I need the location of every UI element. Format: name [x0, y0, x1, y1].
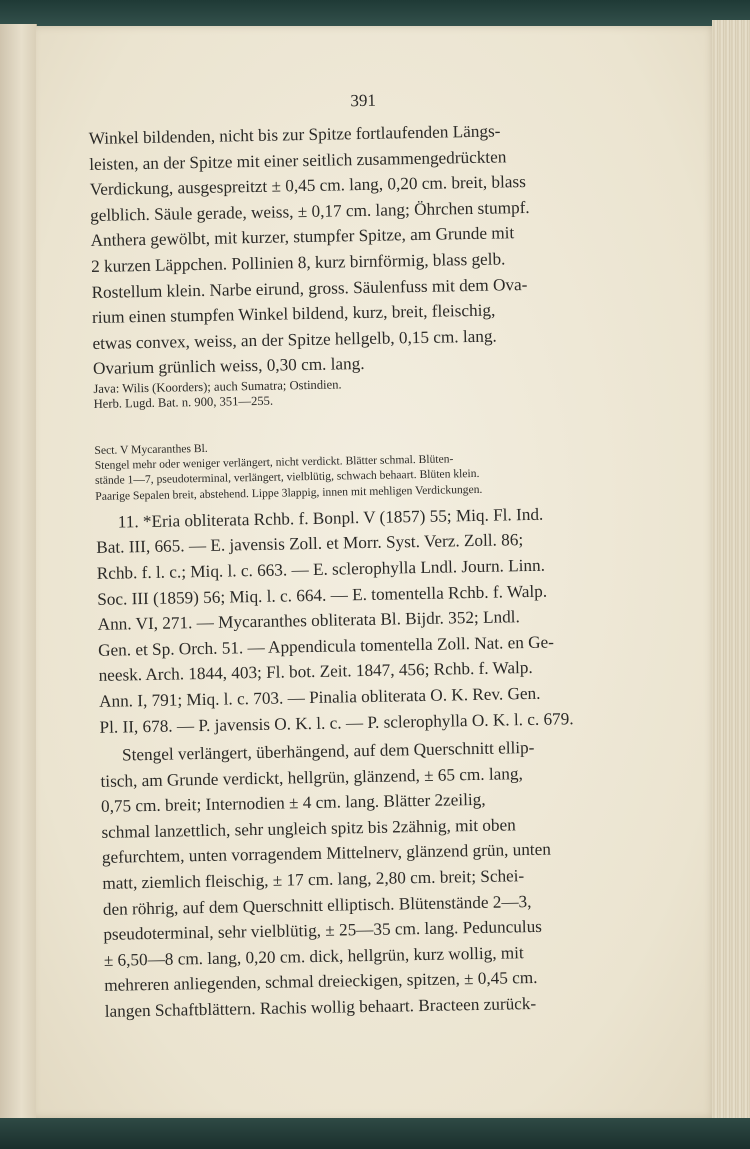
text-line: Gen. et Sp. Orch. 51. — Appendicula tomentella Zoll. Nat. en Ge- [97, 632, 555, 660]
text-line: leisten, an der Spitze mit einer seitlich zusammengedrückten [89, 146, 507, 174]
text-line: 2 kurzen Läppchen. Pollinien 8, kurz birnförmig, blass gelb. [90, 249, 506, 276]
herbarium-line: Herb. Lugd. Bat. n. 900, 351—255. [93, 394, 274, 412]
book-top-edge [0, 0, 750, 26]
text-line: schmal lanzettlich, sehr ungleich spitz bis 2zähnig, mit oben [101, 815, 516, 842]
page-text [88, 86, 635, 1024]
text-line: Ann. VI, 271. — Mycaranthes obliterata Bl. Bijdr. 352; Lndl. [97, 607, 520, 635]
section-line: stände 1—7, pseudoterminal, verlängert, vielblütig, schwach behaart. Blüten klein. [94, 467, 480, 488]
text-line: mehreren anliegenden, schmal dreieckigen, spitzen, ± 0,45 cm. [104, 968, 538, 996]
text-line: langen Schaftblättern. Rachis wollig behaart. Bracteen zurück- [104, 993, 537, 1021]
page-edges [712, 20, 750, 1120]
text-line: Winkel bildenden, nicht bis zur Spitze fortlaufenden Längs- [88, 121, 501, 148]
page-number: 391 [350, 90, 377, 111]
text-line: etwas convex, weiss, an der Spitze hellgelb, 0,15 cm. lang. [92, 326, 497, 353]
section-header [94, 433, 625, 504]
paragraph-stem-description [100, 733, 635, 1024]
text-line: ± 6,50—8 cm. lang, 0,20 cm. dick, hellgrün, kurz wollig, mit [103, 943, 524, 970]
text-line: Ann. I, 791; Miq. l. c. 703. — Pinalia obliterata O. K. Rev. Gen. [98, 683, 541, 711]
text-line: Pl. II, 678. — P. javensis O. K. l. c. — P. sclerophylla O. K. l. c. 679. [99, 708, 574, 737]
section-line: Stengel mehr oder weniger verlängert, nicht verdickt. Blätter schmal. Blüten- [94, 452, 454, 473]
paragraph-flower-description [89, 116, 624, 382]
text-line: rium einen stumpfen Winkel bildend, kurz, breit, fleischig, [91, 300, 496, 328]
text-line: tisch, am Grunde verdickt, hellgrün, glänzend, ± 65 cm. lang, [100, 763, 523, 791]
text-line: neesk. Arch. 1844, 403; Fl. bot. Zeit. 1847, 456; Rchb. f. Walp. [98, 658, 533, 686]
species-synonymy [96, 500, 630, 740]
text-line: Verdickung, ausgespreitzt ± 0,45 cm. lang, 0,20 cm. breit, blass [89, 172, 526, 200]
text-line: pseudoterminal, sehr vielblütig, ± 25—35 cm. lang. Pedunculus [103, 917, 543, 945]
text-line: Rchb. f. l. c.; Miq. l. c. 663. — E. sclerophylla Lndl. Journ. Linn. [96, 555, 546, 583]
text-line: Ovarium grünlich weiss, 0,30 cm. lang. [92, 354, 365, 379]
book-gutter [0, 24, 37, 1120]
text-line: Stengel verlängert, überhängend, auf dem Querschnitt ellip- [121, 738, 535, 765]
section-title: Sect. V Mycaranthes Bl. [94, 441, 208, 457]
book-bottom-edge [0, 1118, 750, 1149]
text-line: gelblich. Säule gerade, weiss, ± 0,17 cm. lang; Öhrchen stumpf. [90, 197, 530, 225]
text-line: gefurchtem, unten vorragendem Mittelnerv, glänzend grün, unten [101, 840, 552, 868]
text-line: Rostellum klein. Narbe eirund, gross. Säulenfuss mit dem Ova- [91, 274, 528, 302]
section-line: Paarige Sepalen breit, abstehend. Lippe 3lappig, innen mit mehligen Verdickungen. [95, 482, 483, 503]
locality-line: Java: Wilis (Koorders); auch Sumatra; Ostindien. [93, 377, 342, 396]
text-line: Anthera gewölbt, mit kurzer, stumpfer Spitze, am Grunde mit [90, 223, 515, 251]
text-line: den röhrig, auf dem Querschnitt elliptisch. Blütenstände 2—3, [102, 891, 532, 919]
text-line: Bat. III, 665. — E. javensis Zoll. et Morr. Syst. Verz. Zoll. 86; [96, 530, 524, 558]
text-line: matt, ziemlich fleischig, ± 17 cm. lang, 2,80 cm. breit; Schei- [102, 866, 525, 893]
text-line: 0,75 cm. breit; Internodien ± 4 cm. lang. Blätter 2zeilig, [100, 790, 486, 817]
text-line: Soc. III (1859) 56; Miq. l. c. 664. — E. tomentella Rchb. f. Walp. [97, 581, 548, 609]
species-title-line: 11. *Eria obliterata Rchb. f. Bonpl. V (1857) 55; Miq. Fl. Ind. [117, 504, 544, 532]
